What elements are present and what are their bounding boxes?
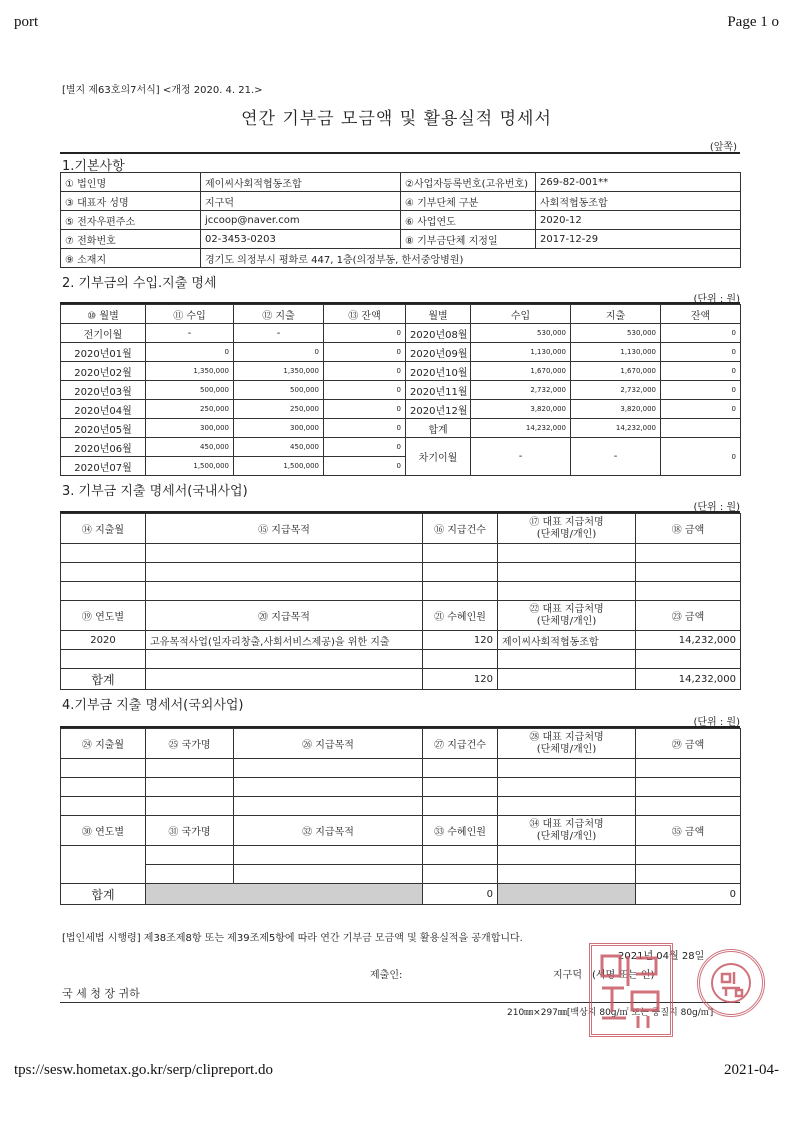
overseas-h2-beneficiaries: ㉝ 수혜인원 <box>423 816 498 846</box>
income-cell: - <box>146 324 234 343</box>
label-designation-date: ⑧ 기부금단체 지정일 <box>401 230 536 249</box>
income-header-income: ⑪ 수입 <box>146 305 234 324</box>
legal-basis-text: [법인세법 시행령] 제38조제8항 또는 제39조제5항에 따라 연간 기부금 모금액 및 활용실적을 공개합니다. <box>62 933 523 944</box>
balance-cell: 0 <box>661 343 741 362</box>
round-seal-stamp <box>697 949 765 1017</box>
form-number: [별지 제63호의7서식] <개정 2020. 4. 21.> <box>62 85 263 96</box>
table-row <box>61 400 741 419</box>
overseas-total-label: 합계 <box>61 884 146 905</box>
value-email: jccoop@naver.com <box>201 211 401 230</box>
domestic-h-purpose: ⑮ 지급목적 <box>146 514 423 544</box>
expense-cell: 1,500,000 <box>234 457 324 476</box>
section-overseas-heading: 4.기부금 지출 명세서(국외사업) <box>62 698 244 713</box>
table-row <box>61 563 741 582</box>
basic-info-table <box>60 172 741 268</box>
expense-cell: 2,732,000 <box>571 381 661 400</box>
month-cell: 전기이월 <box>61 324 146 343</box>
table-row <box>61 582 741 601</box>
income-header-income-2: 수입 <box>471 305 571 324</box>
month-cell: 2020년10월 <box>406 362 471 381</box>
expense-cell: 450,000 <box>234 438 324 457</box>
value-rep-name: 지구덕 <box>201 192 401 211</box>
month-cell: 2020년09월 <box>406 343 471 362</box>
domestic-h2-amount: ㉓ 금액 <box>636 601 741 631</box>
table-row <box>61 343 741 362</box>
expense-cell: 3,820,000 <box>571 400 661 419</box>
domestic-h2-beneficiaries: ㉑ 수혜인원 <box>423 601 498 631</box>
table-row <box>61 544 741 563</box>
income-cell: 450,000 <box>146 438 234 457</box>
balance-cell: 0 <box>324 343 406 362</box>
month-cell: 2020년03월 <box>61 381 146 400</box>
table-row <box>61 381 741 400</box>
month-cell: 2020년04월 <box>61 400 146 419</box>
table-row <box>61 362 741 381</box>
value-corp-name: 제이씨사회적협동조합 <box>201 173 401 192</box>
value-biz-year: 2020-12 <box>536 211 741 230</box>
domestic-payee: 제이씨사회적협동조합 <box>498 631 636 650</box>
paper-spec: 210㎜×297㎜[백상지 80g/㎡ 또는 중질지 80g/㎡] <box>507 1008 714 1018</box>
table-row <box>61 419 741 438</box>
section-domestic-heading: 3. 기부금 지출 명세서(국내사업) <box>62 484 248 499</box>
print-header-left: port <box>14 14 39 30</box>
domestic-year: 2020 <box>61 631 146 650</box>
expense-cell: 500,000 <box>234 381 324 400</box>
income-total: 14,232,000 <box>471 419 571 438</box>
label-biz-reg-no: ②사업자등록번호(고유번호) <box>401 173 536 192</box>
table-row <box>61 759 741 778</box>
label-org-type: ④ 기부단체 구분 <box>401 192 536 211</box>
balance-cell: 0 <box>661 324 741 343</box>
carry-over-balance: 0 <box>661 438 741 476</box>
domestic-h-count: ⑯ 지급건수 <box>423 514 498 544</box>
table-row <box>61 324 741 343</box>
domestic-h-amount: ⑱ 금액 <box>636 514 741 544</box>
domestic-total-amount: 14,232,000 <box>636 669 741 690</box>
section-income-heading: 2. 기부금의 수입.지출 명세 <box>62 276 217 291</box>
overseas-h2-purpose: ㉜ 지급목적 <box>234 816 423 846</box>
label-phone: ⑦ 전화번호 <box>61 230 201 249</box>
income-cell: 250,000 <box>146 400 234 419</box>
overseas-h2-amount: ㉟ 금액 <box>636 816 741 846</box>
income-cell: 1,130,000 <box>471 343 571 362</box>
table-row <box>61 846 741 865</box>
domestic-h2-payee: ㉒ 대표 지급처명 (단체명/개인) <box>498 601 636 631</box>
overseas-h2-year: ㉚ 연도별 <box>61 816 146 846</box>
income-header-expense: ⑫ 지출 <box>234 305 324 324</box>
domestic-h2-purpose: ⑳ 지급목적 <box>146 601 423 631</box>
value-designation-date: 2017-12-29 <box>536 230 741 249</box>
domestic-h2-year: ⑲ 연도별 <box>61 601 146 631</box>
signature-note: (서명 또는 인) <box>592 970 655 981</box>
overseas-h-purpose: ㉖ 지급목적 <box>234 729 423 759</box>
overseas-h-amount: ㉙ 금액 <box>636 729 741 759</box>
income-cell: 530,000 <box>471 324 571 343</box>
income-unit: (단위 : 원) <box>693 294 740 305</box>
value-address: 경기도 의정부시 평화로 447, 1층(의정부동, 한서중앙병원) <box>201 249 741 268</box>
income-header-balance-2: 잔액 <box>661 305 741 324</box>
month-cell: 2020년11월 <box>406 381 471 400</box>
table-row <box>61 797 741 816</box>
income-header-balance: ⑬ 잔액 <box>324 305 406 324</box>
table-row <box>61 865 741 884</box>
expense-cell: - <box>234 324 324 343</box>
domestic-total-label: 합계 <box>61 669 146 690</box>
expense-cell: 250,000 <box>234 400 324 419</box>
value-org-type: 사회적협동조합 <box>536 192 741 211</box>
submission-date: 2021년 04월 28일 <box>618 951 705 962</box>
expense-cell: 0 <box>234 343 324 362</box>
expense-cell: 1,130,000 <box>571 343 661 362</box>
overseas-h-month: ㉔ 지출월 <box>61 729 146 759</box>
domestic-h-payee: ⑰ 대표 지급처명 (단체명/개인) <box>498 514 636 544</box>
page-title: 연간 기부금 모금액 및 활용실적 명세서 <box>241 109 552 129</box>
domestic-total-count: 120 <box>423 669 498 690</box>
balance-cell: 0 <box>324 457 406 476</box>
submitter-name: 지구덕 <box>553 970 582 981</box>
income-cell: 1,500,000 <box>146 457 234 476</box>
balance-cell: 0 <box>661 381 741 400</box>
domestic-beneficiaries: 120 <box>423 631 498 650</box>
label-email: ⑤ 전자우편주소 <box>61 211 201 230</box>
month-cell: 2020년08월 <box>406 324 471 343</box>
income-total-label: 합계 <box>406 419 471 438</box>
carry-over-income: - <box>471 438 571 476</box>
balance-cell: 0 <box>324 419 406 438</box>
overseas-total-amount: 0 <box>636 884 741 905</box>
recipient-text: 국 세 청 장 귀하 <box>62 987 140 1000</box>
overseas-table <box>60 728 741 905</box>
expense-cell: 1,670,000 <box>571 362 661 381</box>
income-header-month: ⑩ 월별 <box>61 305 146 324</box>
expense-total: 14,232,000 <box>571 419 661 438</box>
label-corp-name: ① 법인명 <box>61 173 201 192</box>
expense-cell: 530,000 <box>571 324 661 343</box>
section-basic-heading: 1.기본사항 <box>62 159 125 174</box>
income-cell: 500,000 <box>146 381 234 400</box>
balance-cell: 0 <box>324 381 406 400</box>
value-phone: 02-3453-0203 <box>201 230 401 249</box>
income-header-month-2: 월별 <box>406 305 471 324</box>
month-cell: 2020년07월 <box>61 457 146 476</box>
balance-total <box>661 419 741 438</box>
domestic-h-month: ⑭ 지출월 <box>61 514 146 544</box>
carry-over-expense: - <box>571 438 661 476</box>
print-header-right: Page 1 o <box>727 14 779 30</box>
domestic-amount: 14,232,000 <box>636 631 741 650</box>
month-cell: 2020년02월 <box>61 362 146 381</box>
print-footer-date: 2021-04- <box>724 1062 779 1078</box>
income-cell: 0 <box>146 343 234 362</box>
print-footer-url: tps://sesw.hometax.go.kr/serp/clipreport.do <box>14 1062 273 1078</box>
income-cell: 1,670,000 <box>471 362 571 381</box>
income-cell: 1,350,000 <box>146 362 234 381</box>
balance-cell: 0 <box>324 324 406 343</box>
income-cell: 2,732,000 <box>471 381 571 400</box>
table-row <box>61 778 741 797</box>
month-cell: 2020년01월 <box>61 343 146 362</box>
table-row <box>61 438 741 457</box>
month-cell: 2020년06월 <box>61 438 146 457</box>
value-biz-reg-no: 269-82-001** <box>536 173 741 192</box>
income-cell: 3,820,000 <box>471 400 571 419</box>
submitter-label: 제출인: <box>370 970 403 981</box>
balance-cell: 0 <box>324 438 406 457</box>
month-cell: 2020년05월 <box>61 419 146 438</box>
balance-cell: 0 <box>324 400 406 419</box>
overseas-h2-payee: ㉞ 대표 지급처명 (단체명/개인) <box>498 816 636 846</box>
balance-cell: 0 <box>324 362 406 381</box>
label-biz-year: ⑥ 사업연도 <box>401 211 536 230</box>
income-cell: 300,000 <box>146 419 234 438</box>
overseas-h-payee: ㉘ 대표 지급처명 (단체명/개인) <box>498 729 636 759</box>
domestic-unit: (단위 : 원) <box>693 502 740 513</box>
overseas-unit: (단위 : 원) <box>693 717 740 728</box>
overseas-h2-country: ㉛ 국가명 <box>146 816 234 846</box>
expense-cell: 1,350,000 <box>234 362 324 381</box>
overseas-h-count: ㉗ 지급건수 <box>423 729 498 759</box>
domestic-purpose: 고유목적사업(일자리창출,사회서비스제공)을 위한 지출 <box>146 631 423 650</box>
expense-cell: 300,000 <box>234 419 324 438</box>
overseas-h-country: ㉕ 국가명 <box>146 729 234 759</box>
carry-over-label: 차기이월 <box>406 438 471 476</box>
income-table <box>60 304 741 476</box>
balance-cell: 0 <box>661 400 741 419</box>
balance-cell: 0 <box>661 362 741 381</box>
overseas-total-count: 0 <box>423 884 498 905</box>
domestic-table <box>60 513 741 690</box>
rectangular-seal-stamp <box>589 943 673 1037</box>
front-side-label: (앞쪽) <box>709 142 737 153</box>
income-header-expense-2: 지출 <box>571 305 661 324</box>
table-row <box>61 650 741 669</box>
table-row <box>61 631 741 650</box>
label-address: ⑨ 소재지 <box>61 249 201 268</box>
month-cell: 2020년12월 <box>406 400 471 419</box>
label-rep-name: ③ 대표자 성명 <box>61 192 201 211</box>
